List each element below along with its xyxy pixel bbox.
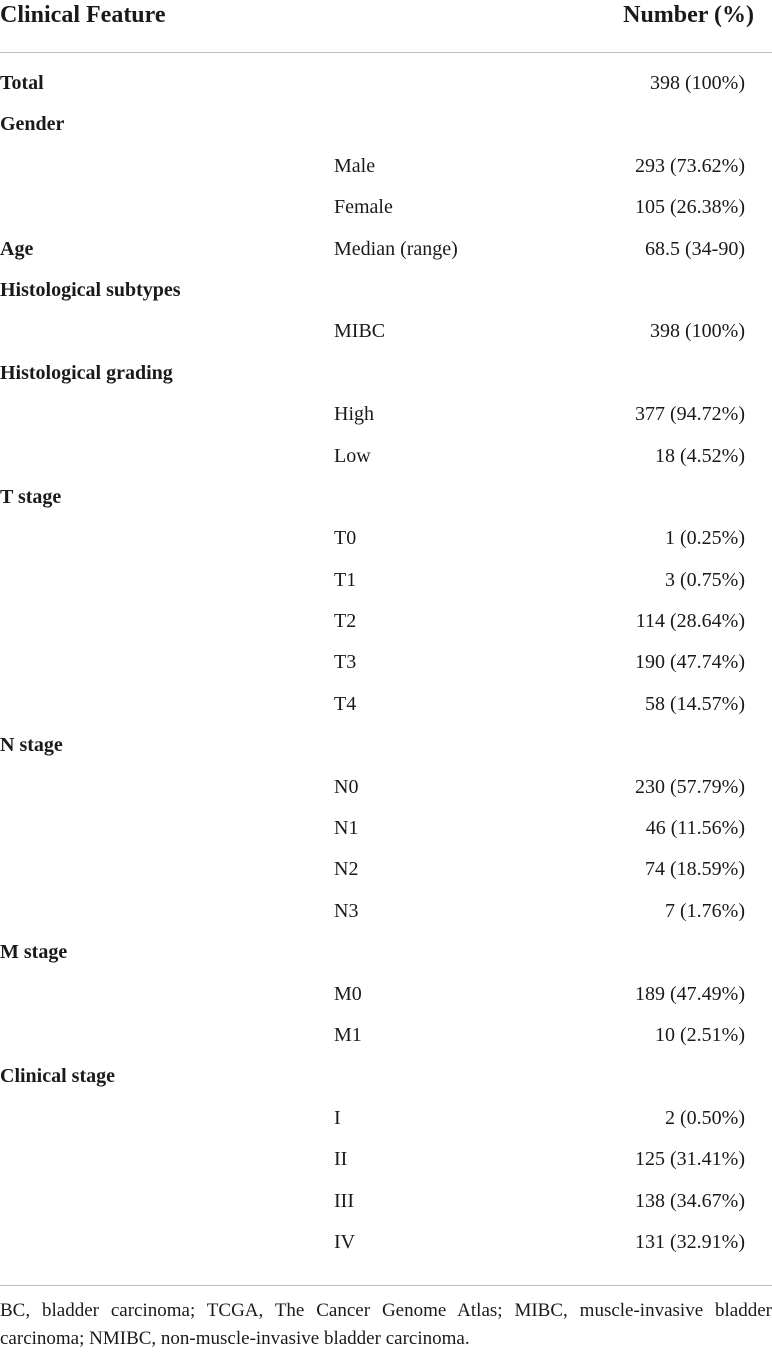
table-row — [0, 604, 772, 645]
feature-label: Total — [0, 72, 44, 94]
subcategory-label: T4 — [334, 692, 357, 715]
table-row — [0, 232, 772, 273]
subcategory-label: Median (range) — [334, 237, 458, 260]
header-clinical-feature: Clinical Feature — [0, 2, 166, 28]
table-row — [0, 314, 772, 355]
table-row — [0, 852, 772, 893]
table-row — [0, 149, 772, 190]
feature-label: Age — [0, 237, 34, 260]
count-value: 114 (28.64%) — [635, 610, 745, 633]
table-row — [0, 894, 772, 935]
count-value: 7 (1.76%) — [665, 899, 745, 922]
count-value: 58 (14.57%) — [645, 692, 745, 715]
subcategory-label: M1 — [334, 1023, 362, 1046]
count-value: 293 (73.62%) — [635, 154, 745, 177]
subcategory-label: Low — [334, 444, 371, 467]
table-row — [0, 1184, 772, 1225]
count-value: 190 (47.74%) — [635, 651, 745, 674]
subcategory-label: N1 — [334, 817, 359, 840]
table-row — [0, 811, 772, 852]
count-value: 1 (0.25%) — [665, 527, 745, 550]
table-row — [0, 645, 772, 686]
table-row — [0, 190, 772, 231]
table-footnote: BC, bladder carcinoma; TCGA, The Cancer Genome Atlas; MIBC, muscle-invasive bladder carcinoma; NMIBC, non-muscle-invasive bladder carcinoma. — [0, 1300, 772, 1349]
subcategory-label: Female — [334, 196, 393, 219]
subcategory-label: II — [334, 1148, 348, 1171]
table-row — [0, 66, 772, 107]
count-value: 398 (100%) — [650, 72, 745, 94]
table-row — [0, 480, 772, 521]
feature-label: T stage — [0, 485, 62, 508]
table-row — [0, 935, 772, 976]
subcategory-label: M0 — [334, 982, 362, 1005]
subcategory-label: High — [334, 403, 374, 426]
feature-label: M stage — [0, 941, 68, 964]
table-row — [0, 273, 772, 314]
subcategory-label: T1 — [334, 568, 357, 591]
feature-label: N stage — [0, 734, 63, 757]
subcategory-label: I — [334, 1106, 341, 1129]
count-value: 105 (26.38%) — [635, 196, 745, 219]
subcategory-label: N2 — [334, 858, 359, 881]
subcategory-label: Male — [334, 154, 376, 177]
subcategory-label: MIBC — [334, 320, 386, 343]
subcategory-label: T2 — [334, 610, 357, 633]
subcategory-label: N0 — [334, 775, 359, 798]
count-value: 131 (32.91%) — [635, 1230, 745, 1253]
table-row — [0, 563, 772, 604]
subcategory-label: IV — [334, 1230, 356, 1253]
table-row — [0, 1059, 772, 1100]
count-value: 10 (2.51%) — [655, 1023, 745, 1046]
table-row — [0, 397, 772, 438]
feature-label: Clinical stage — [0, 1065, 115, 1088]
count-value: 377 (94.72%) — [635, 403, 745, 426]
table-row — [0, 1101, 772, 1142]
count-value: 125 (31.41%) — [635, 1148, 745, 1171]
count-value: 398 (100%) — [650, 320, 745, 343]
table-header — [0, 0, 772, 53]
subcategory-label: N3 — [334, 899, 359, 922]
subcategory-label: T0 — [334, 527, 357, 550]
count-value: 46 (11.56%) — [645, 817, 745, 840]
count-value: 138 (34.67%) — [635, 1189, 745, 1212]
table-row — [0, 977, 772, 1018]
table-row — [0, 770, 772, 811]
table-row — [0, 728, 772, 769]
subcategory-label: III — [334, 1189, 354, 1212]
count-value: 3 (0.75%) — [665, 568, 745, 591]
table-row — [0, 1018, 772, 1059]
table-row — [0, 1142, 772, 1183]
subcategory-label: T3 — [334, 651, 357, 674]
count-value: 230 (57.79%) — [635, 775, 745, 798]
feature-label: Histological grading — [0, 361, 173, 384]
count-value: 189 (47.49%) — [635, 982, 745, 1005]
count-value: 2 (0.50%) — [665, 1106, 745, 1129]
count-value: 18 (4.52%) — [655, 444, 745, 467]
header-number-percent: Number (%) — [623, 2, 754, 28]
table-bottom-rule — [0, 1285, 772, 1286]
count-value: 68.5 (34-90) — [645, 237, 745, 260]
feature-label: Gender — [0, 113, 65, 136]
table-row — [0, 687, 772, 728]
table-row — [0, 1225, 772, 1266]
feature-label: Histological subtypes — [0, 278, 181, 301]
table-row — [0, 107, 772, 148]
table-row — [0, 521, 772, 562]
table-row — [0, 356, 772, 397]
table-row — [0, 439, 772, 480]
table-body — [0, 66, 772, 1266]
count-value: 74 (18.59%) — [645, 858, 745, 881]
